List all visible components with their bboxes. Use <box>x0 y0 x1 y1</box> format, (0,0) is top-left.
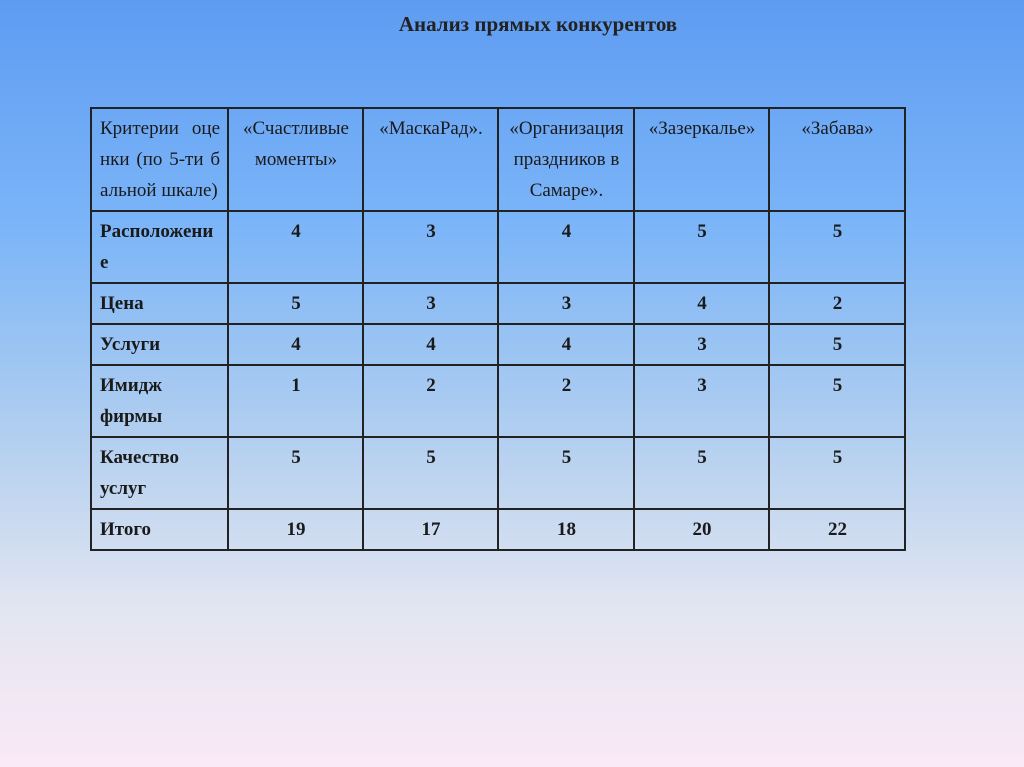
score-cell: 5 <box>634 211 769 283</box>
score-cell: 18 <box>498 509 634 550</box>
score-cell: 4 <box>498 324 634 365</box>
score-cell: 5 <box>363 437 498 509</box>
competitor-header: «Зазеркалье» <box>634 108 769 211</box>
score-cell: 22 <box>769 509 905 550</box>
row-label: Расположение <box>91 211 228 283</box>
row-label: Цена <box>91 283 228 324</box>
slide-title: Анализ прямых конкурентов <box>398 12 678 36</box>
row-label: Имидж фирмы <box>91 365 228 437</box>
competitor-header: «Забава» <box>769 108 905 211</box>
row-label: Качество услуг <box>91 437 228 509</box>
score-cell: 5 <box>634 437 769 509</box>
row-label: Итого <box>91 509 228 550</box>
table-row <box>91 365 905 437</box>
score-cell: 1 <box>228 365 363 437</box>
table-row-total <box>91 509 905 550</box>
score-cell: 3 <box>363 283 498 324</box>
score-cell: 5 <box>228 437 363 509</box>
score-cell: 2 <box>769 283 905 324</box>
score-cell: 5 <box>769 324 905 365</box>
table-row <box>91 324 905 365</box>
score-cell: 4 <box>634 283 769 324</box>
score-cell: 19 <box>228 509 363 550</box>
score-cell: 5 <box>769 211 905 283</box>
score-cell: 3 <box>634 365 769 437</box>
score-cell: 5 <box>228 283 363 324</box>
score-cell: 2 <box>498 365 634 437</box>
row-label: Услуги <box>91 324 228 365</box>
score-cell: 4 <box>228 324 363 365</box>
competitor-analysis-table <box>90 107 906 551</box>
score-cell: 5 <box>769 365 905 437</box>
competitor-header: «Счастливые моменты» <box>228 108 363 211</box>
score-cell: 4 <box>498 211 634 283</box>
score-cell: 5 <box>498 437 634 509</box>
score-cell: 3 <box>634 324 769 365</box>
criteria-header-text: Критерии оценки (по 5-ти бальной шкале) <box>100 118 220 201</box>
score-cell: 2 <box>363 365 498 437</box>
score-cell: 3 <box>363 211 498 283</box>
score-cell: 17 <box>363 509 498 550</box>
score-cell: 20 <box>634 509 769 550</box>
score-cell: 4 <box>363 324 498 365</box>
table-header-row <box>91 108 905 211</box>
competitor-header: «Организация праздников в Самаре». <box>498 108 634 211</box>
score-cell: 4 <box>228 211 363 283</box>
table-row <box>91 283 905 324</box>
competitor-header: «МаскаРад». <box>363 108 498 211</box>
table-row <box>91 437 905 509</box>
table-row <box>91 211 905 283</box>
score-cell: 3 <box>498 283 634 324</box>
score-cell: 5 <box>769 437 905 509</box>
criteria-header <box>91 108 228 211</box>
